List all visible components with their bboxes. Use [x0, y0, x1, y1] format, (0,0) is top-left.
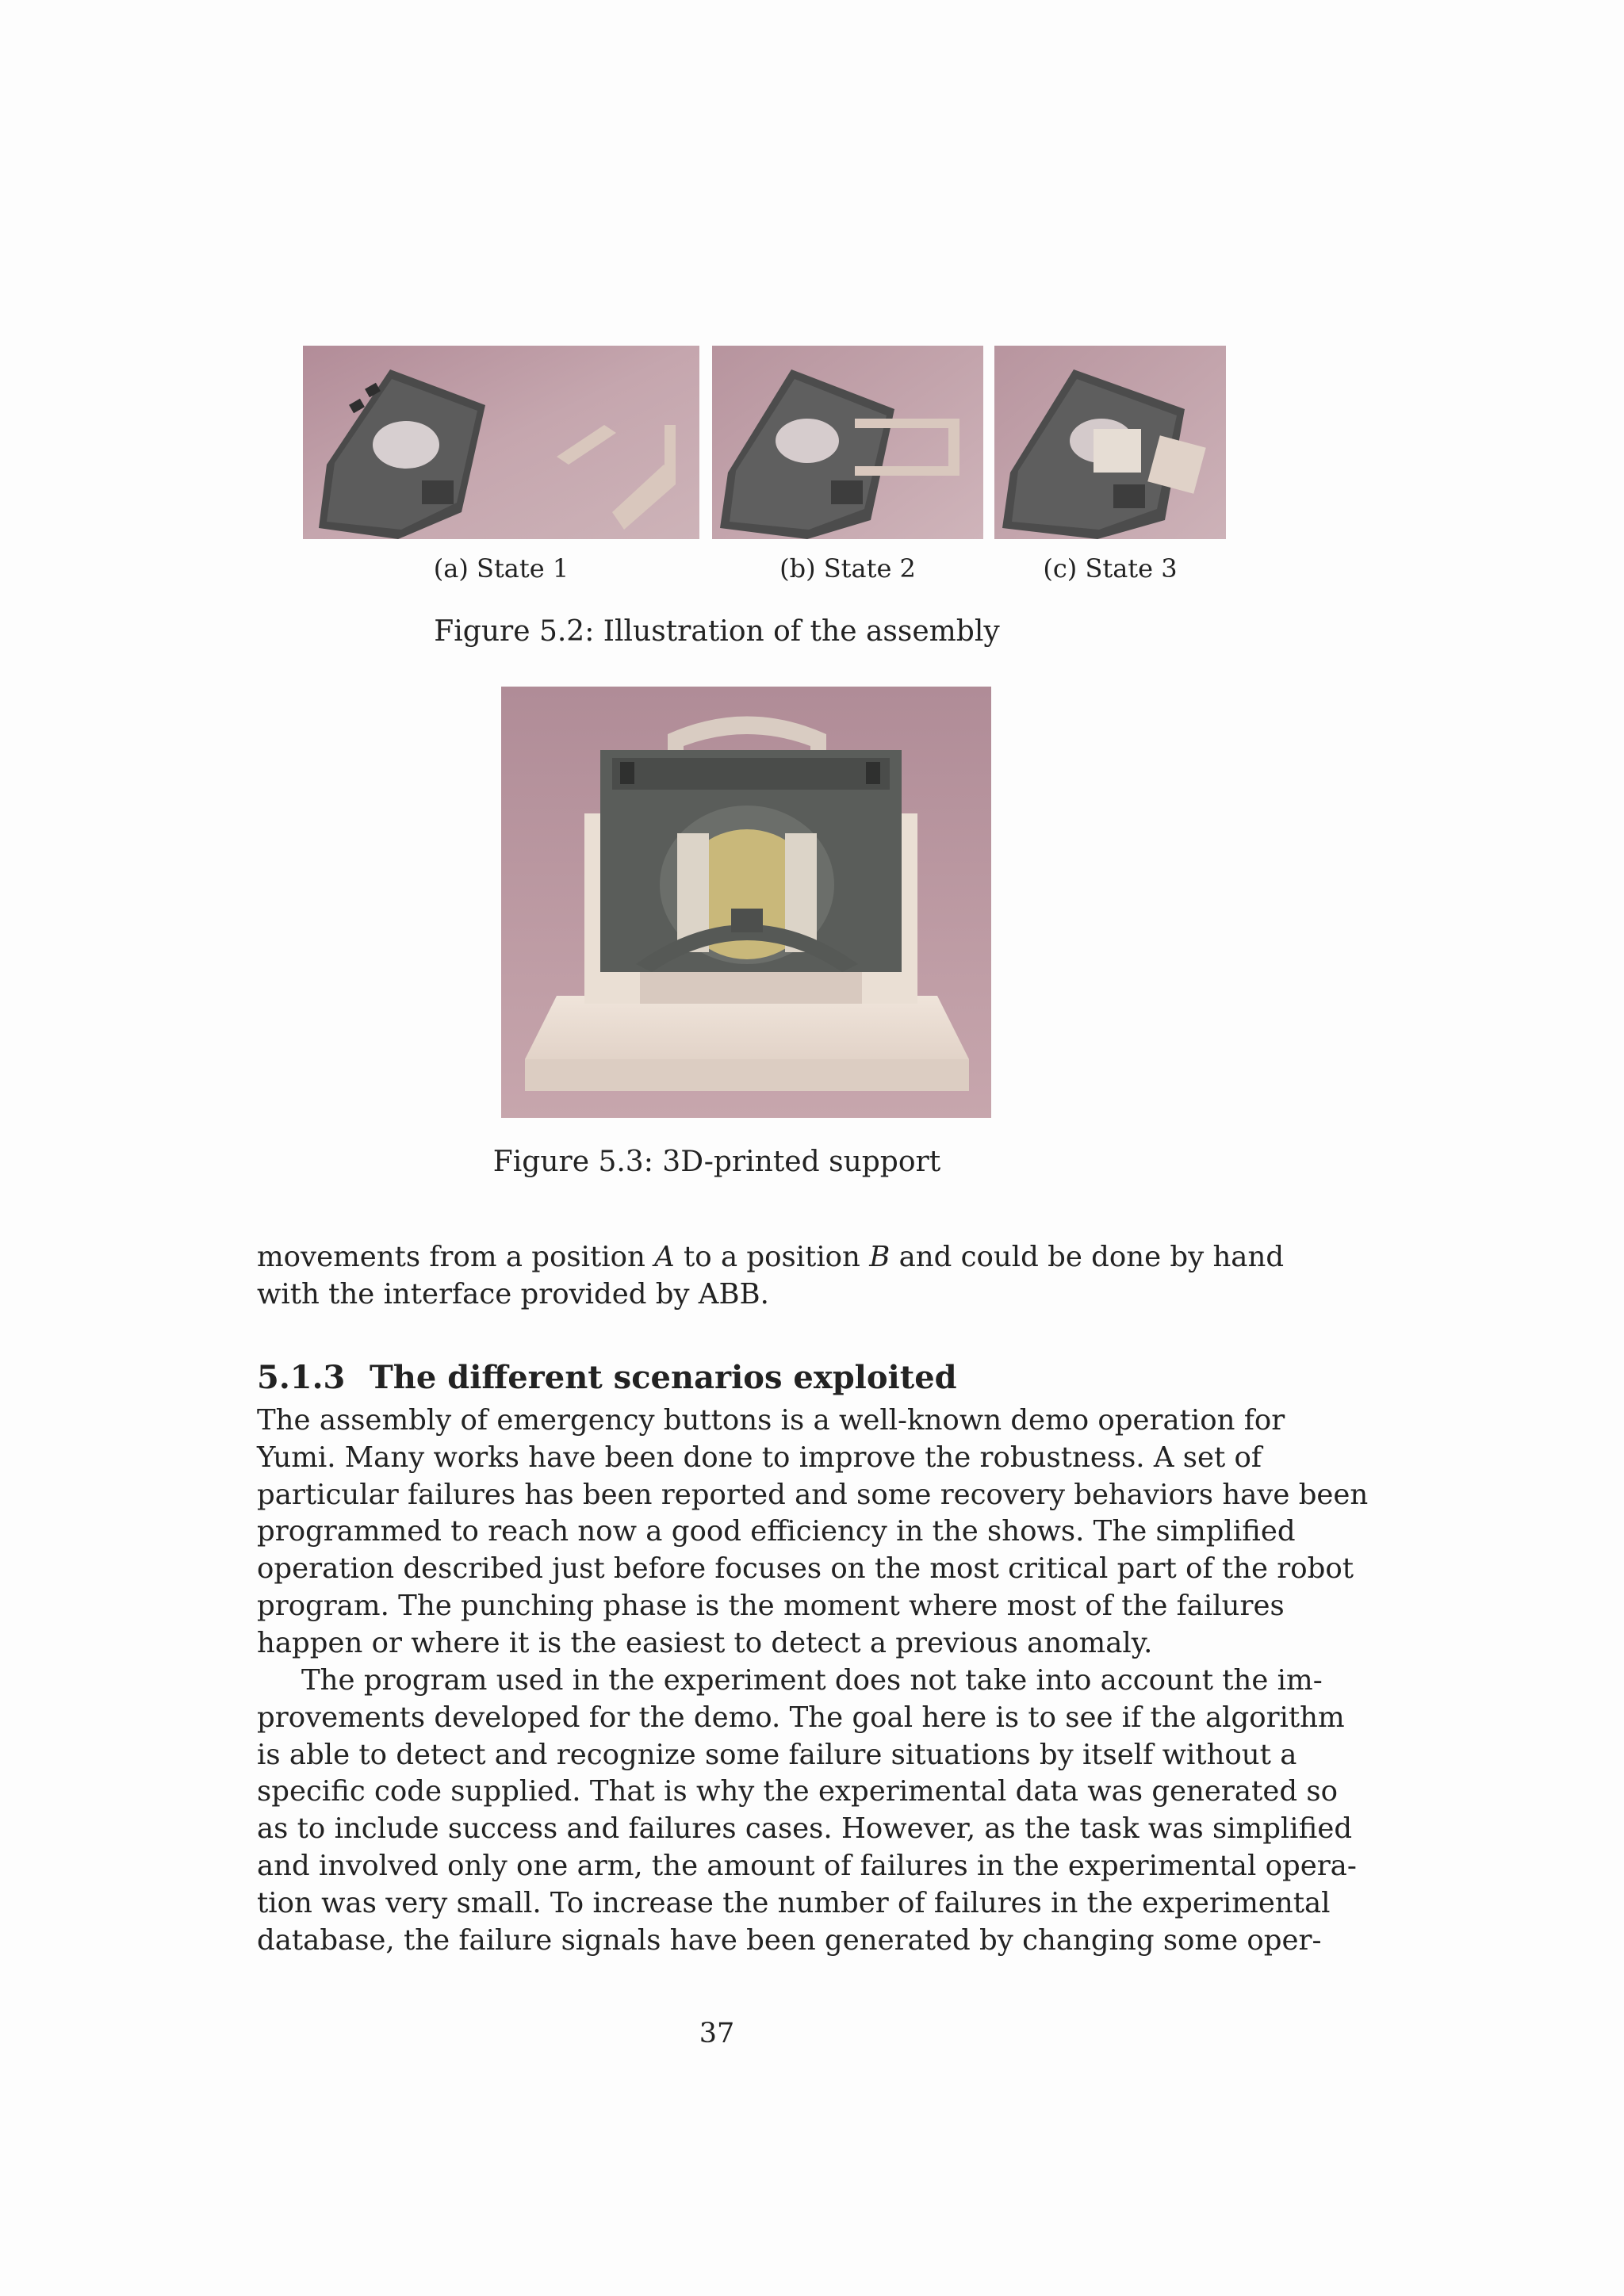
figure-5-2a-photo	[303, 346, 699, 539]
paragraph-2-line: is able to detect and recognize some failure situations by itself without a	[257, 1738, 1297, 1771]
subfigure-caption-a: (a) State 1	[433, 553, 569, 584]
subfigure-caption-c: (c) State 3	[1043, 553, 1178, 584]
page-number: 37	[699, 2018, 735, 2049]
paragraph-1-line: happen or where it is the easiest to detect a previous anomaly.	[257, 1626, 1153, 1659]
figure-5-2-caption: Figure 5.2: Illustration of the assembly	[434, 615, 1000, 648]
paragraph-2-line: specific code supplied. That is why the experimental data was generated so	[257, 1775, 1338, 1808]
section-number: 5.1.3	[257, 1359, 346, 1396]
figure-5-2c-photo	[994, 346, 1226, 539]
paragraph-1-line: Yumi. Many works have been done to improve the robustness. A set of	[257, 1441, 1262, 1474]
paragraph-2-line: The program used in the experiment does not take into account the im-	[301, 1664, 1323, 1697]
paragraph-2-line: provements developed for the demo. The goal here is to see if the algorithm	[257, 1701, 1345, 1734]
paragraph-2-line: and involved only one arm, the amount of failures in the experimental opera-	[257, 1849, 1357, 1882]
section-title: The different scenarios exploited	[370, 1359, 957, 1396]
subfigure-caption-b: (b) State 2	[779, 553, 916, 584]
paragraph-1-line: particular failures has been reported and some recovery behaviors have been	[257, 1478, 1369, 1511]
paragraph-1	[257, 1402, 1369, 1663]
paragraph-2-line: as to include success and failures cases. However, as the task was simplified	[257, 1812, 1353, 1846]
paragraph-2-line: database, the failure signals have been generated by changing some oper-	[257, 1923, 1322, 1957]
paragraph-1-line: program. The punching phase is the moment where most of the failures	[257, 1589, 1285, 1622]
figure-5-2b-photo	[712, 346, 983, 539]
figure-5-3-photo	[501, 687, 991, 1118]
continuation-line-1: movements from a position A to a position B and could be done by hand	[257, 1241, 1285, 1273]
figure-5-3-caption: Figure 5.3: 3D-printed support	[492, 1146, 941, 1178]
paragraph-1-line: operation described just before focuses on the most critical part of the robot	[257, 1552, 1354, 1586]
continuation-line-2: with the interface provided by ABB.	[257, 1277, 769, 1311]
paragraph-2	[257, 1663, 1357, 1959]
paragraph-1-line: The assembly of emergency buttons is a well-known demo operation for	[257, 1404, 1285, 1437]
paragraph-1-line: programmed to reach now a good efficiency in the shows. The simplified	[257, 1515, 1296, 1548]
paragraph-2-line: tion was very small. To increase the number of failures in the experimental	[257, 1886, 1331, 1919]
section-heading	[257, 1358, 957, 1398]
continuation-text	[257, 1239, 1285, 1314]
